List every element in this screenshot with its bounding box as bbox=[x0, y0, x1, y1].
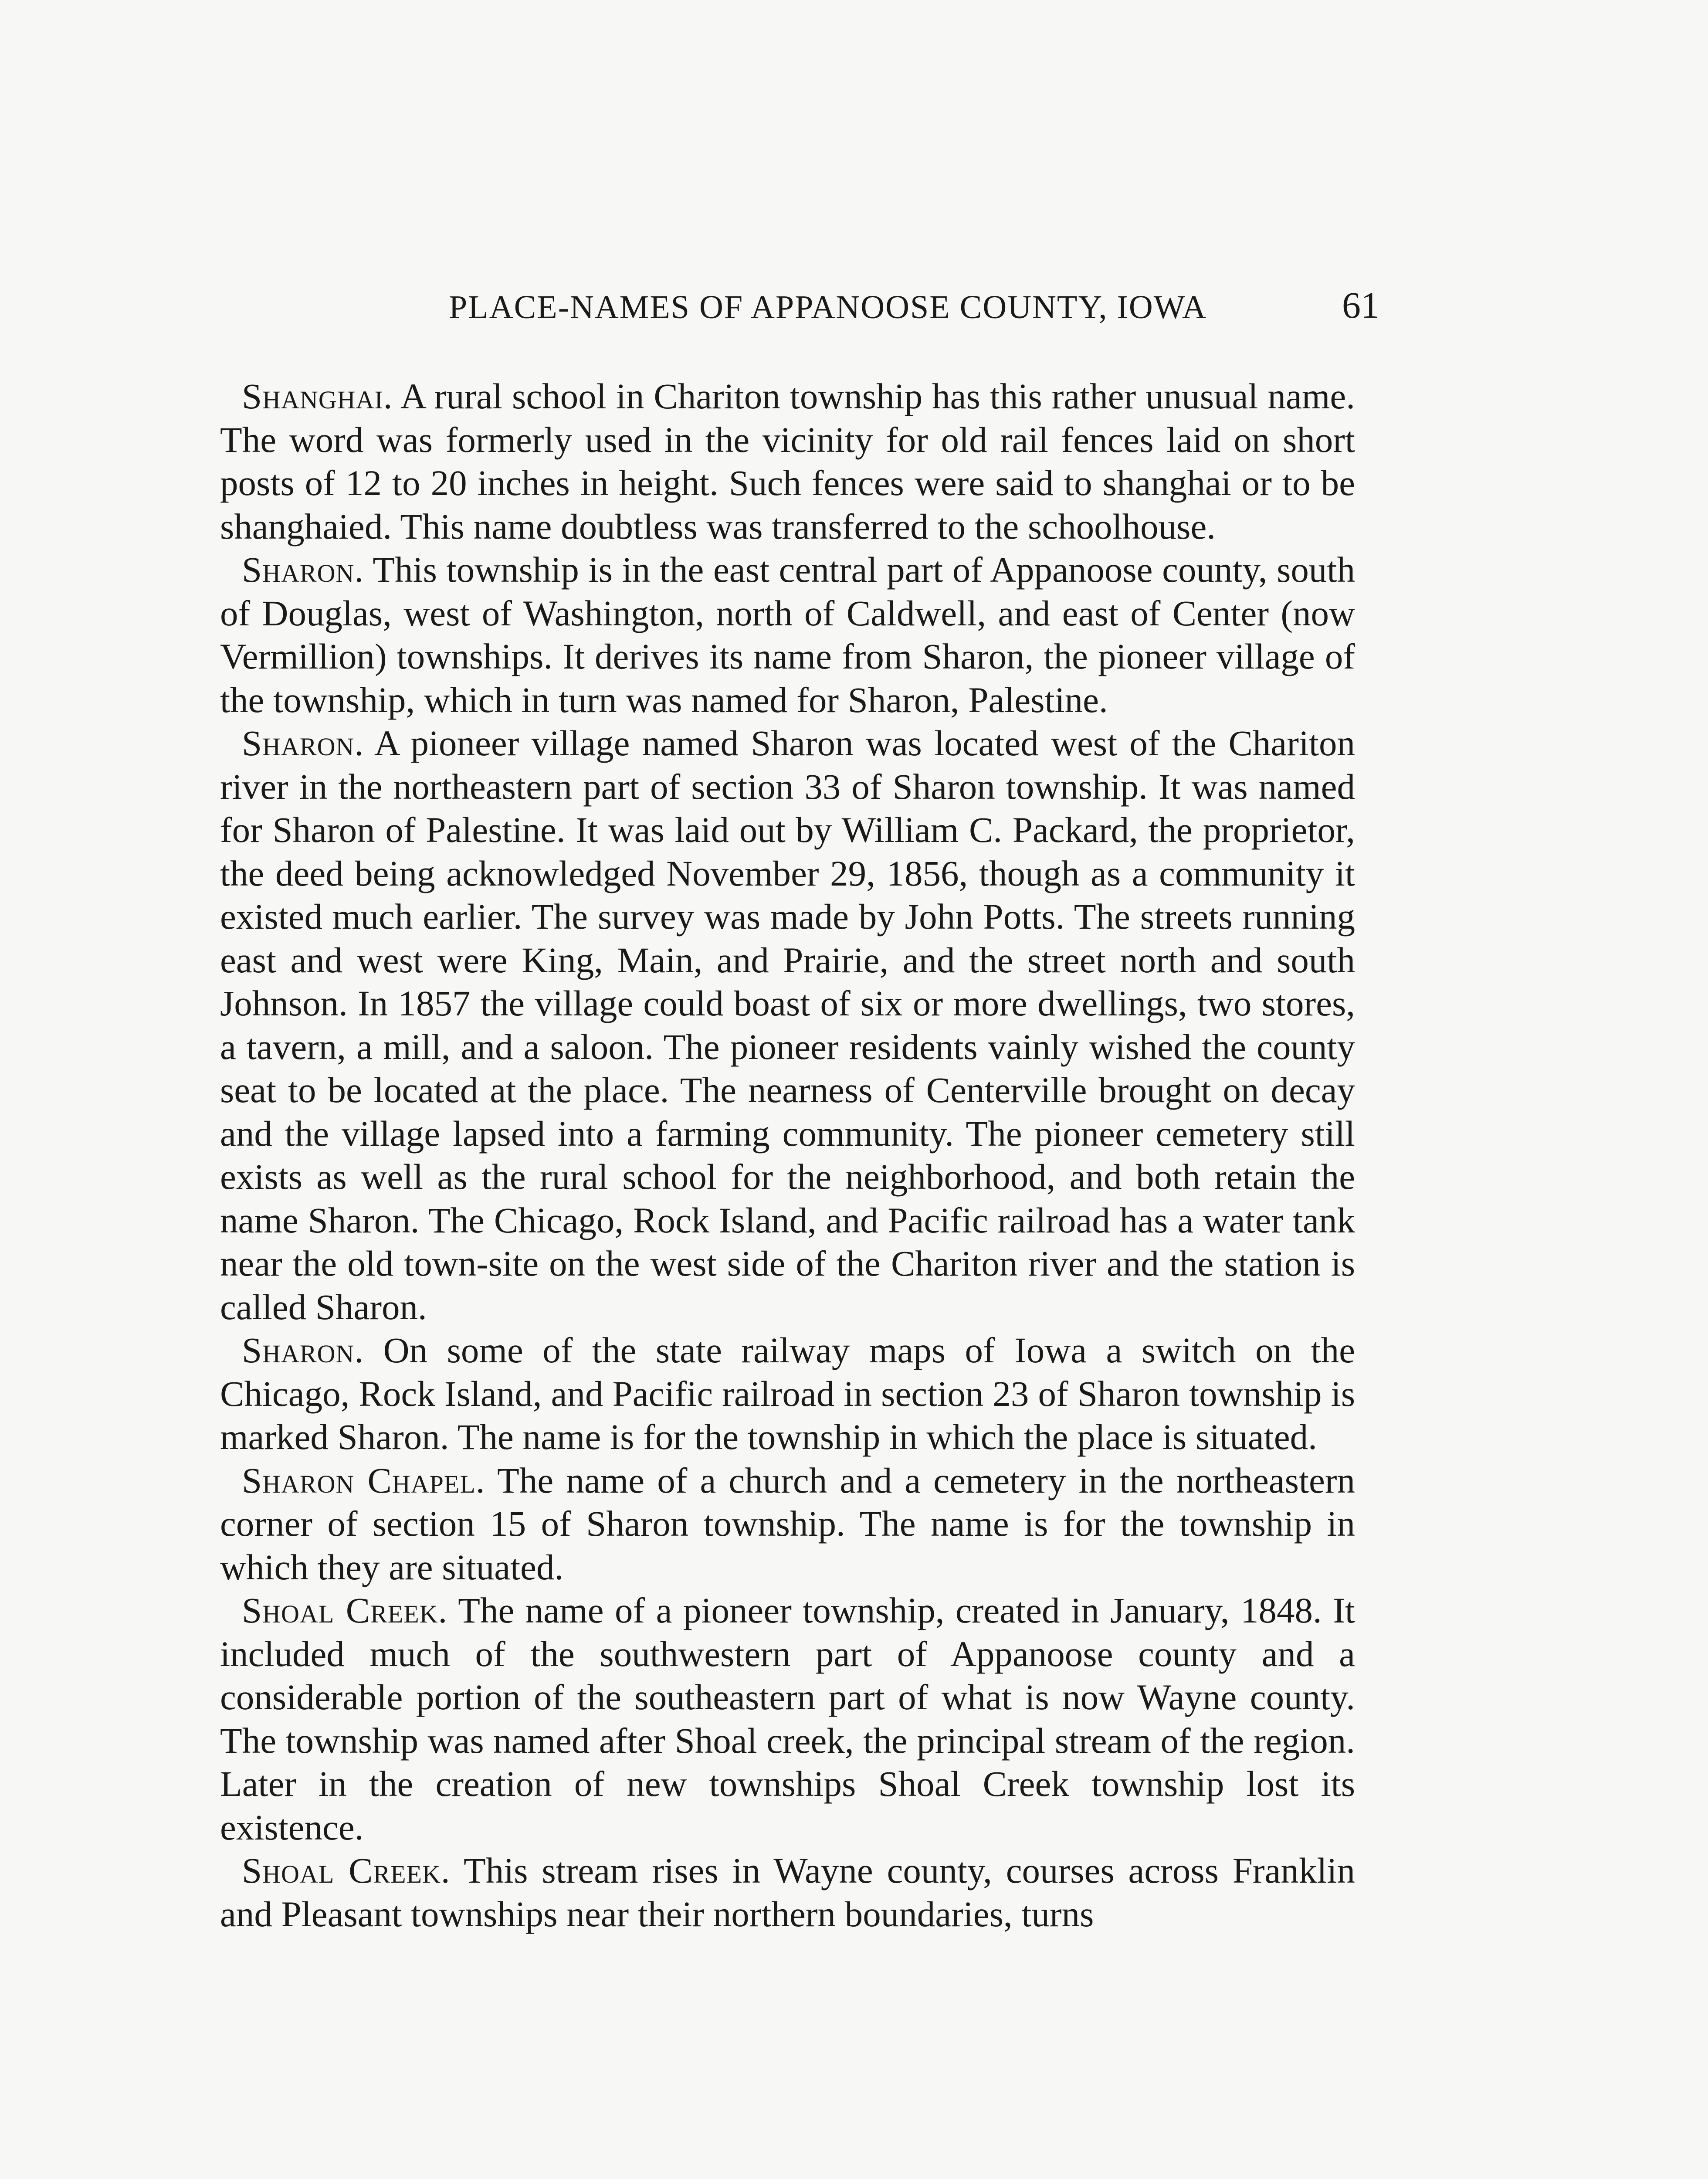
entry-text: This stream rises in Wayne county, courses across Franklin and Pleasant townships near their northern boundaries, turns bbox=[220, 1850, 1355, 1934]
entry-headword: Shoal Creek. bbox=[242, 1590, 448, 1630]
entry-shoal-creek-stream bbox=[220, 1849, 1355, 1936]
entry-sharon-switch bbox=[220, 1329, 1355, 1459]
entry-text: The name of a pioneer township, created in January, 1848. It included much of the southwestern part of Appanoose county and a considerable portion of the southeastern part of what is now Wayne county. The township was named after Shoal creek, the principal stream of the region. Later in the creation of new townships Shoal Creek township lost its existence. bbox=[220, 1590, 1355, 1847]
page-number: 61 bbox=[1342, 284, 1379, 326]
running-head: PLACE-NAMES OF APPANOOSE COUNTY, IOWA bbox=[449, 289, 1207, 326]
entry-sharon-village bbox=[220, 722, 1355, 1329]
entry-shanghai bbox=[220, 375, 1355, 548]
entry-text: A pioneer village named Sharon was located west of the Chariton river in the northeastern part of section 33 of Sharon township. It was named for Sharon of Palestine. It was laid out by William C. Packard, the proprietor, the deed being acknowledged November 29, 1856, though as a community it existed much earlier. The survey was made by John Potts. The streets running east and west were King, Main, and Prairie, and the street north and south Johnson. In 1857 the village could boast of six or more dwellings, two stores, a tavern, a mill, and a saloon. The pioneer residents vainly wished the county seat to be located at the place. The nearness of Centerville brought on decay and the village lapsed into a farming community. The pioneer cemetery still exists as well as the rural school for the neighborhood, and both retain the name Sharon. The Chicago, Rock Island, and Pacific railroad has a water tank near the old town-site on the west side of the Chariton river and the station is called Sharon. bbox=[220, 723, 1355, 1327]
entry-headword: Shanghai. bbox=[242, 376, 393, 416]
body-text bbox=[220, 375, 1355, 1936]
entry-headword: Sharon. bbox=[242, 723, 364, 763]
entry-text: A rural school in Chariton township has this rather unusual name. The word was formerly used in the vicinity for old rail fences laid on short posts of 12 to 20 inches in height. Such fences were said to shanghai or to be shanghaied. This name doubtless was transferred to the schoolhouse. bbox=[220, 376, 1355, 546]
entry-sharon-chapel bbox=[220, 1459, 1355, 1589]
entry-headword: Shoal Creek. bbox=[242, 1850, 451, 1891]
entry-text: The name of a church and a cemetery in the northeastern corner of section 15 of Sharon township. The name is for the township in which they are situated. bbox=[220, 1460, 1355, 1587]
entry-headword: Sharon. bbox=[242, 550, 364, 590]
entry-headword: Sharon Chapel. bbox=[242, 1460, 485, 1500]
entry-headword: Sharon. bbox=[242, 1330, 364, 1370]
entry-sharon-township bbox=[220, 548, 1355, 722]
entry-shoal-creek-township bbox=[220, 1589, 1355, 1849]
entry-text: On some of the state railway maps of Iowa a switch on the Chicago, Rock Island, and Pacific railroad in section 23 of Sharon township is marked Sharon. The name is for the township in which the place is situated. bbox=[220, 1330, 1355, 1457]
entry-text: This township is in the east central part of Appanoose county, south of Douglas, west of Washington, north of Caldwell, and east of Center (now Vermillion) townships. It derives its name from Sharon, the pioneer village of the township, which in turn was named for Sharon, Palestine. bbox=[220, 550, 1355, 720]
